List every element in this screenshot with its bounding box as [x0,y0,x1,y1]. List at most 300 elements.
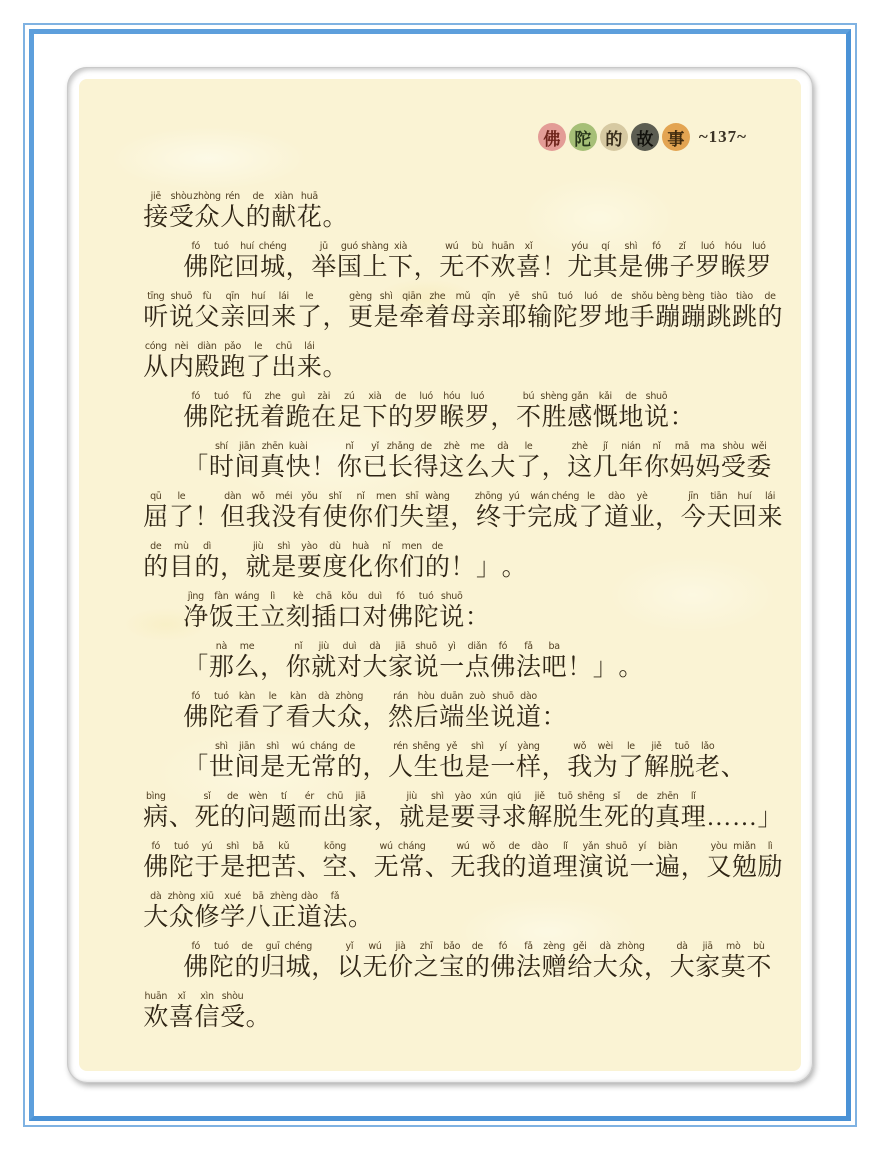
char-with-pinyin [527,791,553,833]
pinyin-annotation: shì [430,791,444,802]
pinyin-annotation: chéng [258,241,287,252]
chinese-character: 说 [603,854,629,881]
pinyin-annotation: yí [499,741,507,752]
chinese-character: ： [669,404,695,431]
pinyin-annotation: bǎo [443,941,461,952]
char-with-pinyin [578,491,604,533]
pinyin-annotation: nǐ [356,491,365,502]
pinyin-annotation: shuō [492,691,514,702]
char-with-pinyin [271,841,297,883]
char-with-pinyin [208,241,235,283]
chinese-character: 无 [439,254,465,281]
pinyin-annotation: yě [446,741,458,752]
chinese-character: 励 [757,854,783,881]
chinese-character: 委 [746,454,772,481]
pinyin-annotation: shì [266,741,279,752]
pinyin-annotation: wáng [234,591,260,602]
char-with-pinyin [168,541,195,583]
char-with-pinyin [476,841,502,883]
text-line [143,789,785,839]
pinyin-annotation: shì [226,841,239,852]
pinyin-annotation: jiā [395,641,406,652]
char-with-pinyin [643,241,670,283]
chinese-character: 年 [618,454,644,481]
chinese-character: 殿 [194,354,220,381]
pinyin-annotation: guó [340,241,358,252]
char-with-pinyin [464,241,491,283]
char-with-pinyin [194,341,220,383]
pinyin-annotation: yǒu [301,491,318,502]
char-with-pinyin [220,191,246,233]
chinese-character: 的 [388,404,414,431]
text-line [143,639,785,689]
char-with-pinyin [680,491,706,533]
char-with-pinyin [695,241,721,283]
pinyin-annotation: shì [277,541,291,552]
chinese-character: 子 [669,254,695,281]
pinyin-annotation: xué [224,891,241,902]
pinyin-annotation: luó [419,391,433,402]
chinese-character: 寻 [476,804,502,831]
pinyin-annotation: de [471,941,483,952]
chinese-character: 了 [578,504,604,531]
pinyin-annotation: wán [530,491,550,502]
chinese-character: 这 [439,454,465,481]
char-with-pinyin [439,241,465,283]
page-number: ~137~ [698,127,747,146]
chinese-character: 道 [527,854,553,881]
pinyin-annotation: mò [726,941,741,952]
pinyin-annotation: nǐ [294,641,303,652]
pinyin-annotation: fǎ [524,641,533,652]
chinese-character: 足 [336,404,362,431]
char-with-pinyin [362,441,388,483]
chinese-character: 了 [516,454,542,481]
chinese-character: 给 [567,954,593,981]
pinyin-annotation: yǐ [371,441,379,452]
chinese-character: 大 [669,954,695,981]
char-with-pinyin [567,241,593,283]
chinese-character: 、 [296,854,322,881]
char-with-pinyin [516,641,542,683]
pinyin-annotation: zuò [469,691,486,702]
chinese-character: 你 [336,454,362,481]
pinyin-annotation: luó [752,241,766,252]
pinyin-annotation: chū [275,341,292,352]
char-with-pinyin [168,991,195,1033]
char-with-pinyin [296,341,323,383]
chinese-character: 佛 [388,604,414,631]
chinese-character: 来 [271,304,297,331]
chinese-character: ， [413,254,439,281]
pinyin-annotation: nián [621,441,641,452]
char-with-pinyin [183,241,209,283]
pinyin-annotation: mù [174,541,189,552]
pinyin-annotation: jiù [252,541,264,552]
char-with-pinyin [450,291,476,333]
chinese-character: 佛 [183,254,209,281]
chinese-character: 就 [245,554,271,581]
char-with-pinyin [234,741,260,783]
pinyin-annotation: jìng [187,591,204,602]
pinyin-annotation: wú [456,841,470,852]
chinese-character: 几 [592,454,618,481]
chinese-character: 我 [567,754,593,781]
char-with-pinyin [629,291,655,333]
pinyin-annotation: tuó [557,291,573,302]
char-with-pinyin [234,641,260,683]
chinese-character: 回 [245,304,271,331]
char-with-pinyin [220,991,246,1033]
pinyin-annotation: dào [520,691,537,702]
pinyin-annotation: zhōng [474,491,503,502]
char-with-pinyin [501,841,527,883]
text-line [143,989,785,1039]
chinese-character: ， [362,704,388,731]
chinese-character: 你 [285,654,311,681]
pinyin-annotation: diǎn [467,641,487,652]
chinese-character: 佛 [490,654,516,681]
char-with-pinyin [362,391,388,433]
chinese-character: 快 [285,454,311,481]
chinese-character: 回 [731,504,757,531]
chinese-character: 勉 [731,854,757,881]
pinyin-annotation: jiù [406,791,417,802]
chinese-character: 欢 [143,1004,169,1031]
chinese-character: 下 [388,254,414,281]
chinese-character: 佛 [643,254,669,281]
pinyin-annotation: xiū [200,891,214,902]
pinyin-annotation: wǒ [482,841,496,852]
chinese-character: ！ [450,554,476,581]
pinyin-annotation: jiě [651,741,662,752]
chinese-character: 就 [399,804,425,831]
char-with-pinyin [388,641,414,683]
chinese-character: 业 [629,504,655,531]
char-with-pinyin [285,641,311,683]
pinyin-annotation: de [420,441,432,452]
pinyin-annotation: zhī [419,941,433,952]
pinyin-annotation: huān [491,241,515,252]
pinyin-annotation: jiā [355,791,366,802]
chinese-character: 学 [220,904,246,931]
pinyin-annotation: zèng [543,941,565,952]
chinese-character: 死 [603,804,629,831]
char-with-pinyin [720,241,746,283]
chinese-character: 众 [168,904,194,931]
pinyin-annotation: qiān [402,291,422,302]
body-text [79,189,801,1039]
text-line [143,439,785,489]
chinese-character: 感 [567,404,593,431]
chinese-character: 。 [348,904,374,931]
chinese-character: 回 [234,254,260,281]
pinyin-annotation: dào [608,491,625,502]
chinese-character: 是 [220,854,246,881]
chinese-character: 的 [336,754,362,781]
chinese-character: 的 [143,554,169,581]
chinese-character: ， [260,654,286,681]
char-with-pinyin [208,941,235,983]
chinese-character: 说 [168,304,194,331]
pinyin-annotation: ér [304,791,314,802]
pinyin-annotation: de [343,741,355,752]
chinese-character: 于 [501,504,527,531]
chinese-character: 不 [746,954,772,981]
chinese-character: 佛 [183,954,209,981]
pinyin-annotation: luó [584,291,598,302]
pinyin-annotation: duān [440,691,464,702]
pinyin-annotation: yú [508,491,520,502]
pinyin-annotation: luó [700,241,715,252]
char-with-pinyin [578,841,604,883]
char-with-pinyin [220,791,246,833]
pinyin-annotation: jiān [239,441,255,452]
chinese-character: 受 [720,454,746,481]
char-with-pinyin [167,891,196,933]
char-with-pinyin [439,591,465,633]
pinyin-annotation: dào [300,891,318,902]
chinese-character: 输 [527,304,553,331]
char-with-pinyin [194,541,220,583]
chinese-character: 么 [464,454,490,481]
chinese-character: 佛 [490,954,516,981]
chinese-character: 真 [655,804,681,831]
text-line [143,339,785,389]
chinese-character: 妈 [695,454,721,481]
chinese-character: 是 [424,804,450,831]
char-with-pinyin [552,841,579,883]
char-with-pinyin [143,841,169,883]
char-with-pinyin [311,641,337,683]
chinese-character: 佛 [183,404,209,431]
char-with-pinyin [322,491,348,533]
pinyin-annotation: shī [405,491,419,502]
char-with-pinyin [474,491,503,533]
char-with-pinyin [746,941,772,983]
text-line [143,239,785,289]
char-with-pinyin [746,441,772,483]
pinyin-annotation: wèi [597,741,613,752]
pinyin-annotation: qū [150,491,162,502]
pinyin-annotation: dà [318,691,330,702]
pinyin-annotation: wú [291,741,305,752]
chinese-character: 。 [618,654,644,681]
chinese-character: 对 [336,654,362,681]
char-with-pinyin [603,841,630,883]
char-with-pinyin [143,891,169,933]
char-with-pinyin [322,841,348,883]
char-with-pinyin [296,191,323,233]
char-with-pinyin [567,391,593,433]
title-char-badge: 的 [600,123,628,151]
char-with-pinyin [388,591,414,633]
chinese-character: 八 [245,904,271,931]
pinyin-annotation: fǎ [524,941,533,952]
pinyin-annotation: shǐ [328,491,342,502]
chinese-character: 目 [168,554,194,581]
chinese-character: … [706,804,732,831]
punctuation-char [425,853,451,883]
punctuation-char [465,603,491,633]
char-with-pinyin [439,641,465,683]
char-with-pinyin [464,741,491,783]
pinyin-annotation: yòu [710,841,728,852]
char-with-pinyin [655,841,681,883]
char-with-pinyin [464,441,491,483]
punctuation-char [348,853,374,883]
char-with-pinyin [322,891,348,933]
chinese-character: 是 [271,554,297,581]
pinyin-annotation: zhè [443,441,460,452]
char-with-pinyin [541,641,567,683]
char-with-pinyin [424,541,451,583]
pinyin-annotation: tuó [214,391,229,402]
char-with-pinyin [567,741,593,783]
chinese-character: 人 [220,204,246,231]
pinyin-annotation: shēng [412,741,440,752]
chinese-character: 耶 [501,304,527,331]
char-with-pinyin [388,391,414,433]
char-with-pinyin [490,741,516,783]
title-char-badge: 陀 [569,123,597,151]
char-with-pinyin [680,791,706,833]
page-header [79,79,801,151]
char-with-pinyin [413,691,439,733]
chinese-character: 们 [373,504,399,531]
char-with-pinyin [439,441,465,483]
chinese-character: 听 [143,304,169,331]
chinese-character: 牵 [399,304,425,331]
punctuation-char [183,753,209,783]
char-with-pinyin [143,991,169,1033]
char-with-pinyin [183,391,209,433]
pinyin-annotation: tīng [147,291,165,302]
pinyin-annotation: men [401,541,422,552]
chinese-character: ！ [567,654,593,681]
chinese-character: 罗 [578,304,604,331]
pinyin-annotation: dì [202,541,212,552]
char-with-pinyin [476,291,502,333]
char-with-pinyin [373,841,399,883]
chinese-character: 亲 [220,304,246,331]
pinyin-annotation: yàng [517,741,540,752]
pinyin-annotation: fó [498,941,508,952]
char-with-pinyin [208,591,235,633]
pinyin-annotation: zhòng [167,891,196,902]
char-with-pinyin [464,941,491,983]
pinyin-annotation: shuō [440,591,463,602]
char-with-pinyin [413,591,439,633]
punctuation-char [476,553,502,583]
chinese-character: 立 [260,604,286,631]
pinyin-annotation: jiù [318,641,329,652]
punctuation-char [373,803,399,833]
char-with-pinyin [617,941,645,983]
punctuation-char [348,903,374,933]
pinyin-annotation: yí [638,841,646,852]
pinyin-annotation: xún [480,791,497,802]
pinyin-annotation: zú [344,391,355,402]
punctuation-char [297,853,323,883]
chinese-character: 之 [413,954,439,981]
chinese-character: 空 [322,854,348,881]
pinyin-annotation: dàn [224,491,242,502]
punctuation-char [413,253,439,283]
pinyin-annotation: rén [393,741,408,752]
chinese-character: 坐 [464,704,490,731]
char-with-pinyin [194,891,220,933]
chinese-character: 遍 [655,854,681,881]
char-with-pinyin [424,791,451,833]
pinyin-annotation: dà [497,441,509,452]
chinese-character: 来 [757,504,783,531]
chinese-character: 一 [629,854,655,881]
pinyin-annotation: guī [265,941,280,952]
chinese-character: 下 [362,404,388,431]
chinese-character: 跑 [220,354,246,381]
pinyin-annotation: qīn [225,291,240,302]
pinyin-annotation: shèng [540,391,568,402]
chinese-character: 说 [490,704,516,731]
char-with-pinyin [234,441,260,483]
chinese-character: 家 [695,954,721,981]
punctuation-char [362,753,388,783]
pinyin-annotation: lái [278,291,289,302]
char-with-pinyin [336,591,363,633]
pinyin-annotation: shòu [221,991,244,1002]
chinese-character: 今 [680,504,706,531]
chinese-character: 其 [592,254,618,281]
char-with-pinyin [669,941,695,983]
char-with-pinyin [168,841,195,883]
punctuation-char [541,453,567,483]
chinese-character: … [731,804,757,831]
pinyin-annotation: mā [674,441,690,452]
chinese-character: 对 [362,604,388,631]
chinese-character: 然 [388,704,414,731]
char-with-pinyin [311,591,337,633]
char-with-pinyin [194,291,220,333]
punctuation-char [311,953,337,983]
char-with-pinyin [260,391,286,433]
char-with-pinyin [695,741,721,783]
punctuation-char [450,503,476,533]
punctuation-char [245,1003,271,1033]
char-with-pinyin [540,391,568,433]
chinese-character: 我 [476,854,502,881]
chinese-character: 我 [245,504,271,531]
pinyin-annotation: tiào [710,291,728,302]
chinese-character: 吧 [541,654,567,681]
pinyin-annotation: fǎ [330,891,340,902]
chinese-character: ， [680,854,706,881]
pinyin-annotation: bǎ [252,841,264,852]
punctuation-char [220,553,246,583]
chinese-character: 更 [348,304,374,331]
chinese-character: 常 [311,754,337,781]
chinese-character: 端 [439,704,465,731]
text-line [143,689,785,739]
char-with-pinyin [348,791,374,833]
char-with-pinyin [285,391,311,433]
chinese-character: 真 [260,454,286,481]
chinese-character: ， [220,554,246,581]
pinyin-annotation: dù [329,541,341,552]
char-with-pinyin [296,291,323,333]
chinese-character: 胜 [541,404,567,431]
char-with-pinyin [245,791,271,833]
